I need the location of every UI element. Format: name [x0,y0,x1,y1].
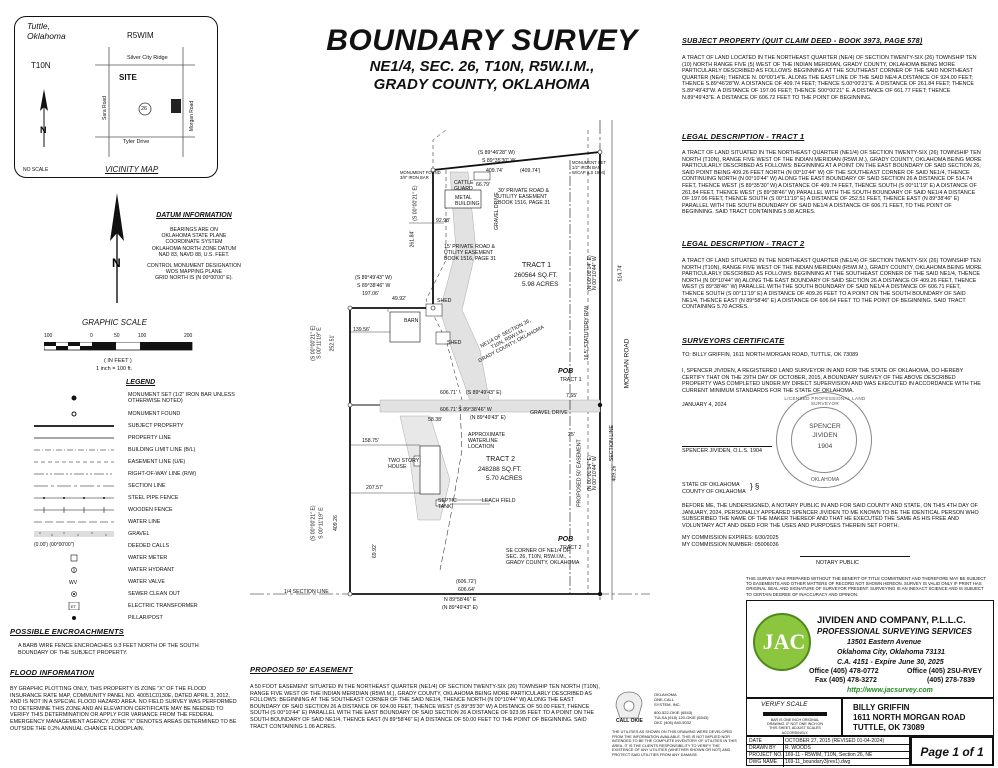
svg-text:ET: ET [71,604,77,609]
plat-d9298: 92.98' [436,218,450,224]
legend-row [34,458,185,466]
datum-block [138,212,250,282]
plat-east-call2: N 00°10'44" W [591,256,598,290]
disclaimer: THIS SURVEY WAS PREPARED WITHOUT THE BENEFIT OF TITLE COMMITMENT AND THEREFORE MAY BE SUBJECT TO EASEMENTS AND OTHER MATTERS OF RECORD NOT SHOWN HEREON. SURVEY IS VALID ONLY IF PRINT HAS ORIGINAL SEAL AND SIGNATURE OF SURVEYOR PRESENT. SURVEYING IS AN INEXACT SCIENCE AND IS SUBJECT TO CERTAIN DEGREE OF INACCURACY AND OPINION. [746,576,987,597]
legend-row [34,518,160,526]
legend-item-6: RIGHT-OF-WAY LINE (R/W) [128,471,197,477]
legend-item-0: MONUMENT SET (1/2" IRON BAR UNLESS OTHERWISE NOTED) [128,392,235,404]
legend-item-7: SECTION LINE [128,483,166,489]
surveyor-seal [776,392,872,488]
scale-tick-0: 100 [44,333,53,339]
legend-item-5: EASEMENT LINE (U/E) [128,459,186,465]
plat-gravel-drive: GRAVEL DRIVE [493,192,500,230]
plat-d15875: 158.75' [362,438,379,444]
plat-call-top4: (409.74') [520,168,541,174]
legend-item-2: SUBJECT PROPERTY [128,423,184,429]
legend-item-10: WATER LINE [128,519,161,525]
verify-scale-title: VERIFY SCALE [761,701,808,708]
legend-item-15: WATER VALVE [128,579,165,585]
vicinity-town: Tuttle, Oklahoma [27,21,66,41]
plat-private-road-15: 15' PRIVATE ROAD & UTILITY EASEMENT BOOK 1516, PAGE 31 [444,244,497,263]
okie-contact [654,692,708,725]
scale-tick-3: 100 [138,333,147,339]
okie-l4: 800-522-OKIE (6543) [654,710,693,715]
legend-row [34,410,180,418]
plat-east-call3: 514.74' [617,264,624,282]
svg-text:WV: WV [69,580,78,586]
graphic-scale-bar [44,342,194,352]
company-addr2: Oklahoma City, Oklahoma 73131 [837,649,945,656]
plat-ne-label: NE1/4 OF SECTION 26, T10N, R5W.I.M., GRADY COUNTY, OKLAHOMA [477,317,546,365]
vicinity-section: 26 [141,106,148,112]
legend-row [34,530,149,538]
certificate-text: I, SPENCER JIVIDEN, A REGISTERED LAND SURVEYOR IN AND FOR THE STATE OF OKLAHOMA, DO HEREBY CERTIFY THAT ON THE 29TH DAY OF OCTOBER, 2015, A BOUNDARY SURVEY OF THE ABOVE DESCRIBED PROPERTY WAS COMPLETED UNDER MY DIRECT SUPERVISION AND WAS EXECUTED IN ACCORDANCE WITH THE CURRENT MINIMUM STANDARDS FOR THE STATE OF OKLAHOMA. [682,368,981,394]
plat-mid-call3: 197.06' [362,291,379,297]
certificate-date: JANUARY 4, 2024 [682,402,727,408]
plat-west-call1: (S 00°00'21" E) [412,185,419,221]
plat-mon-found: MONUMENT FOUND 3/8" IRON BAR [400,170,441,180]
plat-bot3: N 89°58'46" E [444,597,477,603]
datum-l3: COORDINATE SYSTEM [165,239,223,246]
tb-drawn-val: R. WOODS [785,745,811,751]
plat-tract2-ac: 5.70 ACRES [486,475,523,482]
legend-row [34,578,165,586]
company-addr1: 13501 Eastern Avenue [847,639,922,646]
certificate-title: SURVEYORS CERTIFICATE [682,336,785,345]
client-box [842,698,994,736]
tb-dwg-val: 169-11_boundary3(rev1).dwg [785,759,851,765]
flood-title: FLOOD INFORMATION [10,668,95,677]
certificate-signature-line [682,446,772,447]
tb-date-val: OCTOBER 27, 2015 (REVISED 01-04-2024) [785,738,885,744]
company-logo-text: JAC [762,629,806,654]
plat-d5838: 58.38' [428,417,442,423]
plat-left-call2: S 00°11'19" E [316,327,323,359]
vicinity-range: R5WIM [127,31,154,40]
plat-d4992: 49.92' [392,296,406,302]
plat-mid-call1: (S 89°49'43" W) [355,275,392,281]
legend-item-1: MONUMENT FOUND [128,411,181,417]
easement-title: PROPOSED 50' EASEMENT [250,665,353,674]
legend-item-17: ELECTRIC TRANSFORMER [128,603,198,609]
page-subtitle-2: GRADY COUNTY, OKLAHOMA [373,76,591,93]
client-name: BILLY GRIFFIN [853,703,910,712]
plat-t2-left1: (S 00°00'21" E) [310,505,317,541]
vicinity-map [14,16,218,178]
encroachments-text: A BARB WIRE FENCE ENCROACHES 9.3 FEET NORTH OF THE SOUTH BOUNDARY OF THE SUBJECT PROPERTY. [18,643,199,656]
datum-l2: OKLAHOMA STATE PLANE [161,233,227,240]
legend-row [34,434,171,442]
flood-text: BY GRAPHIC PLOTTING ONLY, THIS PROPERTY IS ZONE "X" OF THE FLOOD INSURANCE RATE MAP, COMMUNITY PANEL NO. 40051C0130E, DATED APRIL 3, 2012, AND IS NOT IN A SPECIAL FLOOD HAZARD AREA. NO FIELD SURVEY WAS PERFORMED TO DETERMINE THIS ZONE AND AN ELEVATION CERTIFICATE MAY BE NEEDED TO VERIFY THIS DETERMINATION OR APPLY FOR VARIANCE FROM THE FEDERAL EMERGENCY MANAGEMENT AGENCY. ZONE "X" DENOTES AREAS DETERMINED TO BE OUTSIDE THE 0.2% ANNUAL CHANCE FLOODPLAIN. [10,686,237,732]
datum-l7: WOS MAPPING PLANE [165,269,223,276]
plat-metal-bldg: METAL BUILDING [455,195,480,208]
plat-pob1: POB [558,368,574,375]
plat-sw-note: SE CORNER OF NE1/4 OF SEC. 26, T10N, R5W.I.M., GRADY COUNTY, OKLAHOMA [506,548,580,567]
legend [34,392,244,622]
seal-no: 1904 [817,443,833,450]
plat-private-road-30: 30' PRIVATE ROAD & UTILITY EASEMENT BOOK 1516, PAGE 31 [498,188,551,207]
graphic-scale-title: GRAPHIC SCALE [82,318,147,327]
notary-signature-line [800,556,910,557]
tb-divider-v [783,737,784,767]
page-number: Page 1 of 1 [920,745,984,759]
company-name: JIVIDEN AND COMPANY, P.L.L.C. [817,615,966,626]
datum-l6: CONTROL MONUMENT DESIGNATION [147,263,241,270]
legend-row [34,392,238,404]
plat-t2-left3: 409.26 [332,515,339,532]
plat-east-call1: (N 00°00'14" E) [586,255,593,291]
tb-drawn-label: DRAWN BY [749,745,776,751]
seal-arc-text: LICENSED PROFESSIONAL LAND SURVEYOR [784,396,866,406]
legend-row [34,542,169,550]
plat-tract2: TRACT 2 [486,456,516,463]
company-logo [753,613,811,671]
page-number-box [910,736,994,766]
okie-l1: OKLAHOMA [654,692,677,697]
plat-call-top1: (S 89°46'28" W) [478,150,515,156]
okie-l5: TULSA (918) 120-OKIE (6543) [654,715,709,720]
tb-divider-h1 [747,744,911,745]
client-addr1: 1611 NORTH MORGAN ROAD [853,713,966,722]
vicinity-road-silver: Silver City Ridge [127,55,168,61]
vicinity-road-morgan: Morgan Road [189,100,196,132]
plat-east-call5: N 00°10'44" W [591,456,598,490]
graphic-scale-ticks [44,333,194,341]
plat-bot2: 606.64' [458,587,475,593]
legend-item-12: DEEDED CALLS [128,543,170,549]
vicinity-road-tyler: Tyler Drive [123,139,150,145]
company-block [746,600,994,698]
plat-cattle-dist: 66.79' [476,182,490,188]
okie-l2: ONE-CALL [654,697,675,702]
legend-item-11: GRAVEL [128,531,150,537]
plat-d20757: 207.57' [366,485,383,491]
legend-row [34,590,180,598]
okie-brand: CALL OKIE [616,718,643,724]
legend-deeded-sample: (0.00') (00°00'00") [34,542,75,548]
plat-quarter-line: 1/4 SECTION LINE [284,589,329,595]
company-tagline: PROFESSIONAL SURVEYING SERVICES [817,627,972,636]
legend-row [34,602,198,610]
plat-d13956: 139.56' [353,327,370,333]
client-addr2: TUTTLE, OK 73089 [853,723,925,732]
vicinity-caption: VICINITY MAP [105,165,159,174]
plat-call-top2: S 89°35'30" W [482,158,516,164]
verify-scale-text: BAR IS ONE INCH ORIGINAL DRAWING. IF NOT ONE INCH ON THIS SHEET, ADJUST SCALES ACCORDINGLY. [767,718,823,735]
datum-l8: GRID NORTH IS (N 00°00'00" E). [155,275,233,282]
vicinity-site: SITE [119,73,137,82]
plat-tract1: TRACT 1 [522,262,552,269]
tract1-text: A TRACT OF LAND SITUATED IN THE NORTHEAST QUARTER (NE1/4) OF SECTION TWENTY-SIX (26) TOWNSHIP TEN NORTH (T10N), RANGE FIVE WEST OF THE INDIAN MERIDIAN (R5WI.M.), GRADY COUNTY, OKLAHOMA BEING MORE PARTICULARLY DESCRIBED AS FOLLOWS: BEGINNING AT A POINT ON THE EAST BOUNDARY OF SAID SECTION 26, SAID POINT BEING 409.26 FEET NORTH (N 00°10'44" W) OF THE SOUTHEAST CORNER OF SAID NE1/4, THENCE CONTINUING NORTH (N 00°10'44" W) ALONG THE EAST BOUNDARY OF SAID SECTION 26 A DISTANCE OF 514.74 FEET, THENCE WEST (S 89°35'30" W) A DISTANCE OF 409.74 FEET, THENCE SOUTH (S 00°11'19" E) A DISTANCE OF 261.84 FEET, THENCE WEST (S 89°38'46" W) PARALLEL WITH THE SOUTH BOUNDARY OF SAID NE1/4 A DISTANCE OF 197.06 FEET, THENCE SOUTH (S 00°11'19" E) A DISTANCE OF 252.51 FEET, THENCE EAST (N 89°38'46" E) PARALLEL WITH THE SOUTH BOUNDARY OF SAID NE1/4 A DISTANCE OF 606.71 FEET, TO THE POINT OF BEGINNING. SAID TRACT CONTAINING 5.98 ACRES. [682,150,982,216]
plat-bot4: (N 89°49'43" E) [442,605,478,611]
tb-divider-h3 [747,758,911,759]
plat-mon-set: MONUMENT SET 1/2" IRON BAR W/CAP (LS 1904) [572,160,606,175]
certificate-to: TO: BILLY GRIFFIN, 1611 NORTH MORGAN ROAD, TUTTLE, OK 73089 [682,352,859,358]
notary-expires: MY COMMISSION EXPIRES: 6/30/2025 [682,535,779,541]
plat-sep1: 606.71' [440,390,457,396]
notary-state: STATE OF OKLAHOMA [682,482,740,488]
tract1-title: LEGAL DESCRIPTION - TRACT 1 [682,132,805,141]
plat-sep4: (N 89°49'43" E) [470,415,506,421]
plat-waterline: APPROXIMATE WATERLINE LOCATION [468,432,506,451]
notary-number: MY COMMISSION NUMBER: 05006036 [682,542,779,548]
plat-tract2-sqft: 248288 SQ.FT. [478,466,522,473]
north-arrow [108,193,126,305]
plat-sep3: 606.71' S 89°38'46" W [440,407,492,413]
legend-row [34,554,167,562]
plat-east-call4: (N 00°00'14" E) [586,455,593,491]
legend-row [34,470,196,478]
plat-mid-call2: S 89°38'46" W [357,283,391,289]
notary-label: NOTARY PUBLIC [816,560,859,566]
notary-text: BEFORE ME, THE UNDERSIGNED, A NOTARY PUBLIC IN AND FOR SAID COUNTY AND STATE, ON THIS 4TH DAY OF JANUARY, 2024, PERSONALLY APPEARED SPENCER JIVIDEN TO ME KNOWN TO BE THE IDENTICAL PERSON WHO SUBSCRIBED THE NAME OF THE MAKER THEREOF AND THAT HE EXECUTED THE SAME AS HIS FREE AND VOLUNTARY ACT AND DEED FOR THE USES AND PURPOSES THEREIN SET FORTH. [682,503,979,529]
plat-shed2: SHED [447,340,462,346]
plat-tract1-sqft: 260564 SQ.FT. [514,272,558,279]
datum-l4: OKLAHOMA NORTH ZONE DATUM [151,245,237,252]
okie-logo [612,688,646,728]
legend-item-8: STEEL PIPE FENCE [128,495,179,501]
legend-row [34,614,163,622]
verify-scale-box [746,698,842,736]
plat-pob2: POB [558,536,574,543]
seal-name1: SPENCER [809,423,841,430]
plat-d25: 25' [568,432,575,438]
legend-row [34,422,184,430]
seal-name2: JIVIDEN [812,432,838,439]
plat-east-call6: 409.26' [611,464,618,482]
scale-tick-4: 200 [184,333,193,339]
plat-morgan-road: MORGAN ROAD [623,338,631,389]
okie-l3: SYSTEM, INC. [654,702,681,707]
seal-inner-ring [791,407,857,473]
page-subtitle-1: NE1/4, SEC. 26, T10N, R5W.I.M., [369,58,595,75]
tb-divider-h2 [747,751,911,752]
legend-item-9: WOODEN FENCE [128,507,173,513]
legend-item-13: WATER METER [128,555,168,561]
seal-state: OKLAHOMA [810,477,840,483]
vicinity-township: T10N [31,61,51,70]
graphic-scale-unit: ( IN FEET ) [104,358,132,364]
plat-left-call3: 252.51' [329,334,336,352]
graphic-scale-ratio: 1 inch = 100 ft. [96,366,133,372]
legend-row [34,446,195,454]
tract2-title: LEGAL DESCRIPTION - TRACT 2 [682,239,805,248]
notary-ss: } § [750,482,760,491]
plat-sep2: (S 89°49'43" E) [466,390,502,396]
datum-title: DATUM INFORMATION [156,212,232,219]
okie-text: THE UTILITIES AS SHOWN ON THIS DRAWING WERE DEVELOPED FROM THE INFORMATION AVAILABLE. THIS IS NOT IMPLIED NOR INTENDED TO BE THE COMPLETE INVENTORY OF UTILITIES IN THIS AREA. IT IS THE CLIENTS RESPONSIBILITY TO VERIFY THE EXISTENCE OF ANY UTILITIES (WHETHER SHOWN OR NOT) AND PROTECT SAID UTILITIES FROM ANY DAMAGE. [612,730,737,757]
company-fax: Fax (405) 478-3272 [815,677,877,684]
plat-septic: SEPTIC TANK [438,498,457,511]
datum-l5: NAD 83, NAVD 88, U.S. FEET. [158,251,230,258]
legend-item-4: BUILDING LIMIT LINE (B/L) [128,447,196,453]
legend-title: LEGEND [126,379,156,386]
plat-d7: 7.65' [566,393,578,399]
plat-barn: BARN [404,318,419,324]
legend-item-14: WATER HYDRANT [128,567,175,573]
vicinity-north-arrow [37,89,51,149]
plat-leach: LEACH FIELD [482,498,516,504]
company-ca: C.A. 4151 - Expire June 30, 2025 [837,659,944,666]
plat-section-line: SECTION LINE [608,425,615,462]
plat-two-story: TWO STORY HOUSE [388,458,420,471]
plat-left-call1: (S 00°00'21" E) [310,325,317,361]
easement-text: A 50 FOOT EASEMENT SITUATED IN THE NORTHEAST QUARTER (NE1/4) OF SECTION TWENTY-SIX (26) TOWNSHIP TEN NORTH (T10N), RANGE FIVE WEST OF THE INDIAN MERIDIAN (R5WI.M.), GRADY COUNTY, OKLAHOMA BEING MORE PARTICULARLY DESCRIBED AS FOLLOWS: BEGINNING AT THE SOUTHEAST CORNER OF THE SAID NE1/4, THENCE NORTH (N 00°10'44" W) ALONG THE EAST BOUNDARY OF SAID SECTION 26 A DISTANCE OF 924.00 FEET, THENCE WEST (S 89°35'30" W) A DISTANCE OF 50.00 FEET, THENCE SOUTH (S 00°10'44" E) PARALLEL WITH THE EAST BOUNDARY OF SAID SECTION 26 A DISTANCE OF 923.95 FEET TO A POINT ON THE SOUTH BOUNDARY OF SAID NE1/4, THENCE EAST (N 89°58'46" E) A DISTANCE OF 50.00 FEET TO THE POINT OF BEGINNING. SAID TRACT CONTAINING 1.06 ACRES. [250,684,600,730]
tb-project-val: 169-11 - R5WIM, T10N, Section 26, NE [785,752,873,758]
verify-scale-bar [763,712,827,716]
plat-call-top3: 409.74' [486,168,503,174]
scale-tick-1: 0 [90,333,93,339]
subject-text: A TRACT OF LAND LOCATED IN THE NORTHEAST QUARTER (NE/4) OF SECTION TWENTY-SIX (26) TOWNSHIP TEN (10) NORTH RANGE FIVE (5) WEST OF THE INDIAN MERIDIAN, GRADY COUNTY, OKLAHOMA BEING MORE PARTICULARLY DESCRIBED AS FOLLOWS: BEGINNING AT THE SOUTHEAST CORNER OF THE SAID NORTHEAST QUARTER (NE/4); THENCE N. 00°00'14"E. ALONG THE EAST LINE OF THE SAID NE/4 A DISTANCE OF 924.00 FEET; THENCE S.89°46'28"W. A DISTANCE OF 409.74 FEET; THENCE S.00°00'21"E. A DISTANCE OF 261.84 FEET; THENCE S.89°49'43"W. A DISTANCE OF 197.06 FEET; THENCE S00°00'21" E. A DISTANCE OF 661.77 FEET; THENCE N.89°49'43"E. A DISTANCE OF 606.72 FEET TO THE POINT OF BEGINNING. [682,55,977,101]
plat-d6992: 69.92' [371,544,378,559]
tract2-text: A TRACT OF LAND SITUATED IN THE NORTHEAST QUARTER (NE1/4) OF SECTION TWENTY-SIX (26) TOWNSHIP TEN NORTH (T10N), RANGE FIVE WEST OF THE INDIAN MERIDIAN (R5WI.M.), GRADY COUNTY, OKLAHOMA BEING MORE PARTICULARLY DESCRIBED AS FOLLOWS: BEGINNING AT THE SOUTHEAST CORNER OF THE SAID NE1/4, THENCE NORTH (N 00°10'44" W) ALONG THE EAST BOUNDARY OF SAID SECTION 26 A DISTANCE OF 409.26 FEET, THENCE WEST (S 89°38'46" W) PARALLEL WITH THE SOUTH BOUNDARY OF SAID NE1/4 A DISTANCE OF 606.71 FEET, THENCE SOUTH (S 00°11'19" E) A DISTANCE OF 409.26 FEET TO A POINT ON THE SOUTH BOUNDARY OF SAID NE1/4, THENCE EAST (N 89°58'46" E) A DISTANCE OF 606.64 FEET TO THE POINT OF BEGINNING. SAID TRACT CONTAINING 5.70 ACRES. [682,258,982,311]
okie-l6: OKC (405) 840-5032 [654,720,692,725]
tb-dwg-label: DWG NAME [749,759,778,765]
vicinity-road-sara: Sara Road [101,96,108,120]
plat-gravel-drive2: GRAVEL DRIVE [530,410,568,416]
plat-shed1: SHED [437,298,452,304]
plat-proposed: PROPOSED 50' EASEMENT [576,439,583,507]
legend-row [34,506,173,514]
scale-tick-2: 50 [114,333,120,339]
plat-cattle-guard: CATTLE GUARD [454,180,474,193]
plat-pob2-sub: TRACT 2 [560,545,582,551]
certificate-signer: SPENCER JIVIDEN, O.L.S. 1904 [682,448,762,454]
tb-project-label: PROJECT NO. [749,752,783,758]
tb-date-label: DATE [749,738,762,744]
legend-row [34,566,174,574]
notary-county: COUNTY OF OKLAHOMA [682,489,746,495]
legend-row [34,482,165,490]
subject-title: SUBJECT PROPERTY (QUIT CLAIM DEED - BOOK 3973, PAGE 578) [682,36,923,45]
legend-item-3: PROPERTY LINE [128,435,171,441]
svg-text:N: N [40,125,47,135]
company-office1: Office (405) 478-0772 [809,668,879,675]
svg-text:N: N [112,256,121,270]
title-block-table [746,736,910,766]
company-website-link[interactable]: http://www.jacsurvey.com [847,687,933,694]
plat-pob1-sub: TRACT 1 [560,377,582,383]
encroachments-title: POSSIBLE ENCROACHMENTS [10,627,124,636]
plat-west-call2: 261.84' [409,230,416,248]
legend-item-16: SEWER CLEAN OUT [128,591,181,597]
page-title: BOUNDARY SURVEY [326,24,638,57]
plat-tract1-ac: 5.98 ACRES [522,281,559,288]
company-phone2: (405) 278-7839 [927,677,975,684]
vicinity-scale-note: NO SCALE [23,167,49,173]
datum-l1: BEARINGS ARE ON [170,227,218,233]
legend-item-18: PILLAR/POST [128,615,163,621]
company-office2: Office (405) 2SU-RVEY [907,668,982,675]
legend-row [34,494,178,502]
plat-bot1: (606.72') [456,579,477,585]
plat-row-note: 16.5' STATUTORY R/W [584,305,591,361]
plat-t2-left2: S 00°11'19" E [318,507,325,539]
